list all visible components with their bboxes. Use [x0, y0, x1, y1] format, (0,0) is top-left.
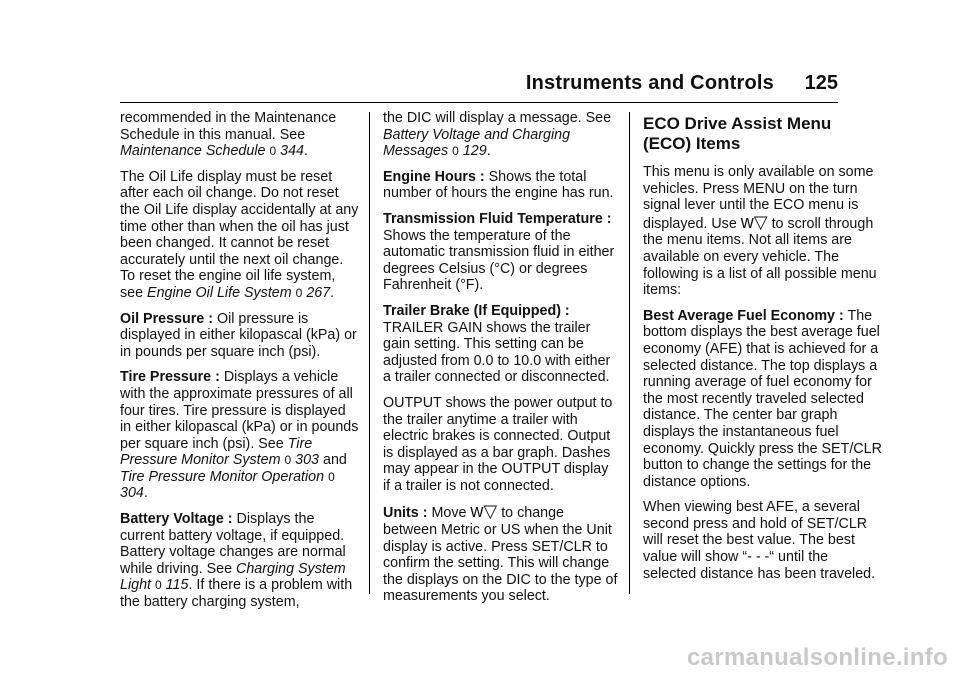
body-text: When viewing best AFE, a several second press and hold of SET/CLR will reset the best value. The best value will show “- - -“ until the selected distance has been traveled. — [643, 499, 876, 582]
cross-reference-link[interactable]: Tire Pressure Monitor Operation — [120, 468, 325, 485]
body-text: to scroll through the menu items. Not all items are available on every vehicle. The following is a list of all possible menu items: — [643, 215, 877, 299]
section-heading: ECO Drive Assist Menu (ECO) Items — [643, 114, 832, 153]
column-2 — [383, 110, 619, 614]
paragraph — [383, 169, 619, 202]
body-text: . — [303, 143, 308, 160]
body-text: Shows the total number of hours the engine has run. — [383, 168, 614, 202]
body-text: OUTPUT shows the power output to the trailer anytime a trailer with electric brakes is connected. Output is displayed as a bar graph. Dashes may appear in the OUTPUT display if a trailer is not connected. — [383, 394, 613, 494]
down-arrow-icon: ▽ — [483, 501, 498, 522]
term-label: Best Average Fuel Economy : — [643, 307, 844, 324]
body-text: . — [330, 284, 335, 301]
body-text: the DIC will display a message. See — [383, 110, 612, 126]
page-reference[interactable]: 267 — [306, 284, 331, 301]
body-text: . If there is a problem with the battery charging system, — [120, 577, 353, 611]
body-text: This menu is only available on some vehicles. Press MENU on the turn signal lever until the ECO menu is displayed. Use — [643, 164, 874, 232]
paragraph — [383, 303, 619, 386]
page-reference-icon: 0 — [328, 469, 335, 484]
term-label: Transmission Fluid Temperature : — [383, 210, 612, 227]
page-header — [120, 70, 838, 103]
watermark: carmanualsonline.info — [686, 644, 948, 671]
page-reference[interactable]: 344 — [280, 143, 304, 160]
paragraph — [120, 311, 360, 361]
column-3 — [643, 110, 883, 591]
column-1 — [120, 110, 360, 620]
body-text: The Oil Life display must be reset after each oil change. Do not reset the Oil Life display accidentally at any time other than when the oil has just been changed. It cannot be reset accurately until the next oil change. To reset the engine oil life system, see — [120, 168, 359, 301]
page-number: 125 — [804, 72, 838, 94]
term-label: Oil Pressure : — [120, 310, 213, 327]
paragraph — [120, 511, 360, 611]
term-label: Units : — [383, 505, 428, 522]
body-text: TRAILER GAIN shows the trailer gain setting. This setting can be adjusted from 0.0 to 10.0 with either a trailer connected or disconnected. — [383, 319, 611, 386]
body-text: Shows the temperature of the automatic transmission fluid in either degrees Celsius (°C) or degrees Fahrenheit (°F). — [383, 227, 615, 294]
page-reference[interactable]: 303 — [295, 452, 320, 469]
up-arrow-icon: w — [470, 501, 484, 522]
page-reference-icon: 0 — [155, 578, 162, 593]
paragraph — [383, 395, 619, 495]
body-text: Displays the current battery voltage, if equipped. Battery voltage changes are normal while driving. See — [120, 511, 346, 577]
body-text: recommended in the Maintenance Schedule in this manual. See — [120, 110, 337, 143]
up-arrow-icon: w — [740, 211, 754, 232]
body-text: Displays a vehicle with the approximate pressures of all four tires. Tire pressure is displayed in either kilopascal (kPa) or in pounds per square inch (psi). See — [120, 369, 359, 452]
paragraph — [643, 499, 883, 582]
page-reference-icon: 0 — [452, 144, 459, 159]
page-reference[interactable]: 129 — [462, 143, 487, 160]
column-divider — [629, 112, 630, 594]
cross-reference-link[interactable]: Maintenance Schedule — [120, 143, 266, 160]
page-reference[interactable]: 304 — [120, 485, 144, 502]
body-text: to change between Metric or US when the Unit display is active. Press SET/CLR to confirm the setting. This will change the displays on the DIC to the type of measurements you select. — [383, 505, 618, 605]
body-text: . — [143, 485, 148, 502]
paragraph — [643, 308, 883, 491]
body-text: . — [486, 143, 491, 160]
down-arrow-icon: ▽ — [753, 211, 768, 232]
page-reference-icon: 0 — [295, 285, 303, 300]
term-label: Battery Voltage : — [120, 511, 233, 528]
body-text: and — [319, 452, 347, 469]
page-reference-icon: 0 — [284, 453, 292, 468]
body-text: Oil pressure is displayed in either kilopascal (kPa) or in pounds per square inch (psi). — [120, 310, 357, 360]
paragraph — [120, 110, 360, 160]
paragraph — [120, 169, 360, 302]
page-reference-icon: 0 — [269, 144, 277, 159]
cross-reference-link[interactable]: Battery Voltage and Charging Messages — [383, 126, 571, 160]
section-title: Instruments and Controls — [525, 72, 774, 94]
page-reference[interactable]: 115 — [165, 577, 189, 594]
body-text: Move — [427, 505, 471, 522]
cross-reference-link[interactable]: Engine Oil Life System — [147, 284, 292, 301]
column-divider — [369, 112, 370, 594]
body-text: The bottom displays the best average fuel economy (AFE) that is achieved for a selected distance. The top displays a running average of fuel economy for the most recently traveled selected distance. The center bar graph displays the instantaneous fuel economy. Quickly press the SET/CLR button to change the settings for the distance options. — [643, 307, 882, 490]
term-label: Engine Hours : — [383, 168, 485, 185]
term-label: Tire Pressure : — [120, 369, 220, 386]
paragraph — [383, 211, 619, 294]
paragraph — [643, 164, 883, 299]
cross-reference-link[interactable]: Tire Pressure Monitor System — [120, 435, 313, 469]
paragraph — [383, 110, 619, 160]
term-label: Trailer Brake (If Equipped) : — [383, 302, 570, 319]
cross-reference-link[interactable]: Charging System Light — [120, 560, 346, 594]
paragraph — [120, 369, 360, 502]
paragraph — [383, 503, 619, 605]
